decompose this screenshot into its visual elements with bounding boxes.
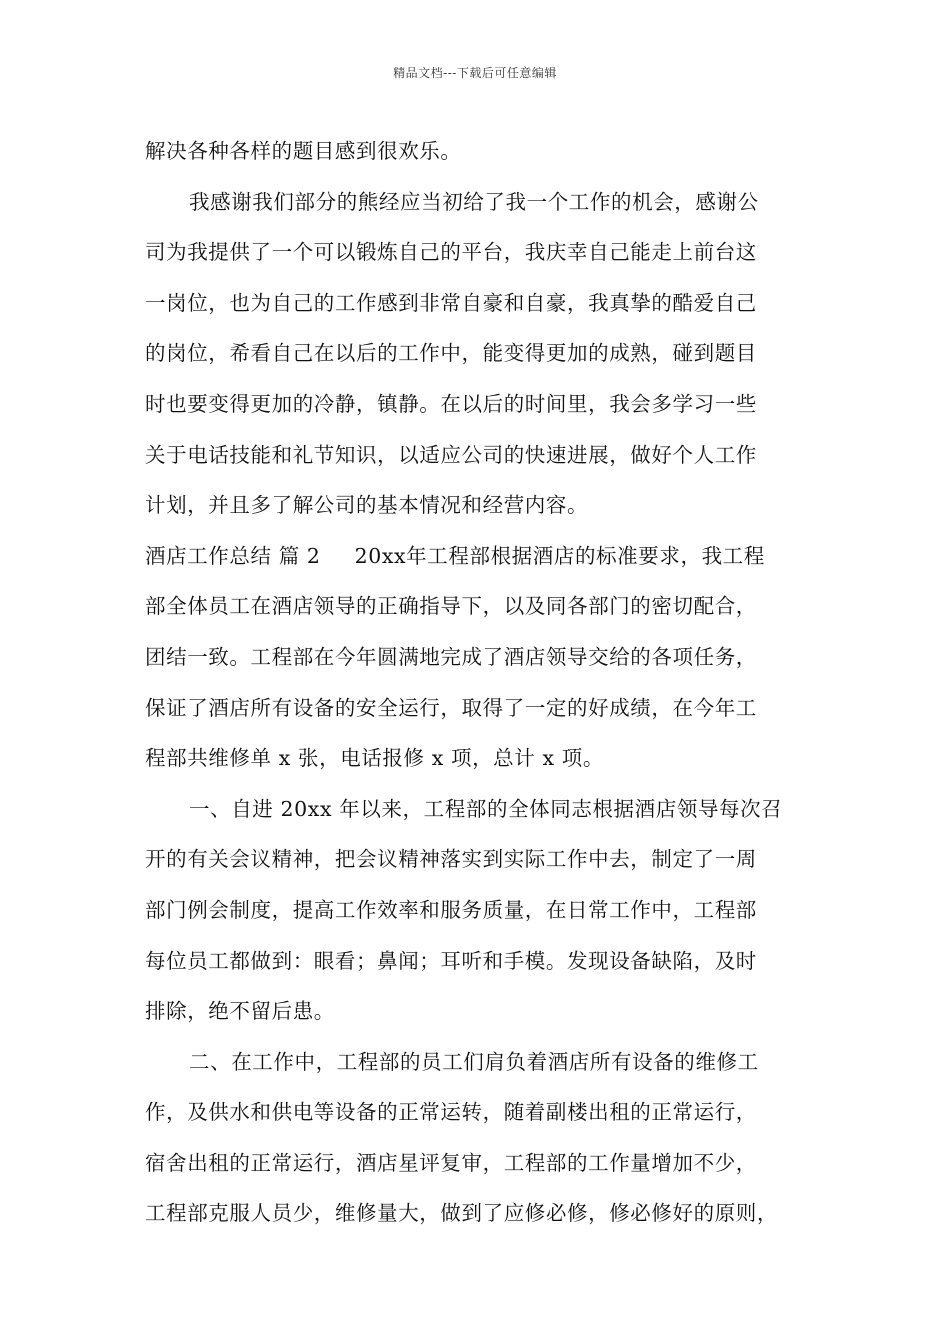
line-text: 关于电话技能和礼节知识，以适应公司的快速进展，做好个人工作 [145, 442, 757, 467]
text-line-1 [145, 126, 835, 177]
text-line-11 [145, 632, 835, 683]
line-text: 作，及供水和供电等设备的正常运转，随着副楼出租的正常运行， [145, 1100, 757, 1125]
line-text: 保证了酒店所有设备的安全运行，取得了一定的好成绩，在今年工 [145, 695, 757, 720]
text-line-16 [145, 885, 835, 936]
line-text: 团结一致。工程部在今年圆满地完成了酒店领导交给的各项任务， [145, 644, 757, 669]
text-line-9 [145, 531, 835, 582]
line-text: 时也要变得更加的冷静，镇静。在以后的时间里，我会多学习一些 [145, 391, 757, 416]
line-text: 一、自进 20xx 年以来，工程部的全体同志根据酒店领导每次召 [189, 796, 783, 821]
line-text: 计划，并且多了解公司的基本情况和经营内容。 [145, 493, 589, 518]
text-line-19 [145, 1037, 835, 1088]
text-line-13 [145, 733, 835, 784]
text-line-22 [145, 1188, 835, 1239]
text-line-12 [145, 683, 835, 734]
line-text: 程部共维修单 x 张，电话报修 x 项，总计 x 项。 [145, 746, 604, 771]
text-line-5 [145, 328, 835, 379]
line-text: 工程部克服人员少，维修量大，做到了应修必修，修必修好的原则， [145, 1201, 778, 1226]
line-text: 排除，绝不留后患。 [145, 999, 335, 1024]
line-text: 每位员工都做到：眼看；鼻闻；耳听和手模。发现设备缺陷，及时 [145, 948, 757, 973]
text-line-8 [145, 480, 835, 531]
text-line-21 [145, 1138, 835, 1189]
text-line-4 [145, 278, 835, 329]
line-text: 司为我提供了一个可以锻炼自己的平台，我庆幸自己能走上前台这 [145, 240, 757, 265]
line-text: 二、在工作中，工程部的员工们肩负着酒店所有设备的维修工 [189, 1049, 759, 1074]
text-line-6 [145, 379, 835, 430]
text-line-3 [145, 227, 835, 278]
page-header: 精品文档---下载后可任意编辑 [393, 66, 557, 80]
text-line-15 [145, 834, 835, 885]
line-text: 部全体员工在酒店领导的正确指导下，以及同各部门的密切配合， [145, 594, 757, 619]
line-text: 的岗位，希看自己在以后的工作中，能变得更加的成熟，碰到题目 [145, 341, 757, 366]
line-text: 宿舍出租的正常运行，酒店星评复审，工程部的工作量增加不少， [145, 1150, 757, 1175]
text-line-20 [145, 1087, 835, 1138]
line-text: 一岗位，也为自己的工作感到非常自豪和自豪，我真挚的酷爱自己 [145, 290, 757, 315]
text-line-18 [145, 986, 835, 1037]
line-text: 解决各种各样的题目感到很欢乐。 [145, 139, 462, 163]
line-text: 20xx年工程部根据酒店的标准要求，我工程 [354, 543, 765, 568]
text-line-7 [145, 430, 835, 481]
section-heading: 酒店工作总结 篇 2 [145, 543, 321, 568]
document-body [145, 126, 835, 1239]
line-text: 部门例会制度，提高工作效率和服务质量，在日常工作中，工程部 [145, 897, 757, 922]
text-line-2 [145, 177, 835, 228]
text-line-10 [145, 581, 835, 632]
text-line-14 [145, 784, 835, 835]
line-text: 开的有关会议精神，把会议精神落实到实际工作中去，制定了一周 [145, 847, 757, 872]
line-text: 我感谢我们部分的熊经应当初给了我一个工作的机会，感谢公 [189, 189, 759, 214]
text-line-17 [145, 936, 835, 987]
